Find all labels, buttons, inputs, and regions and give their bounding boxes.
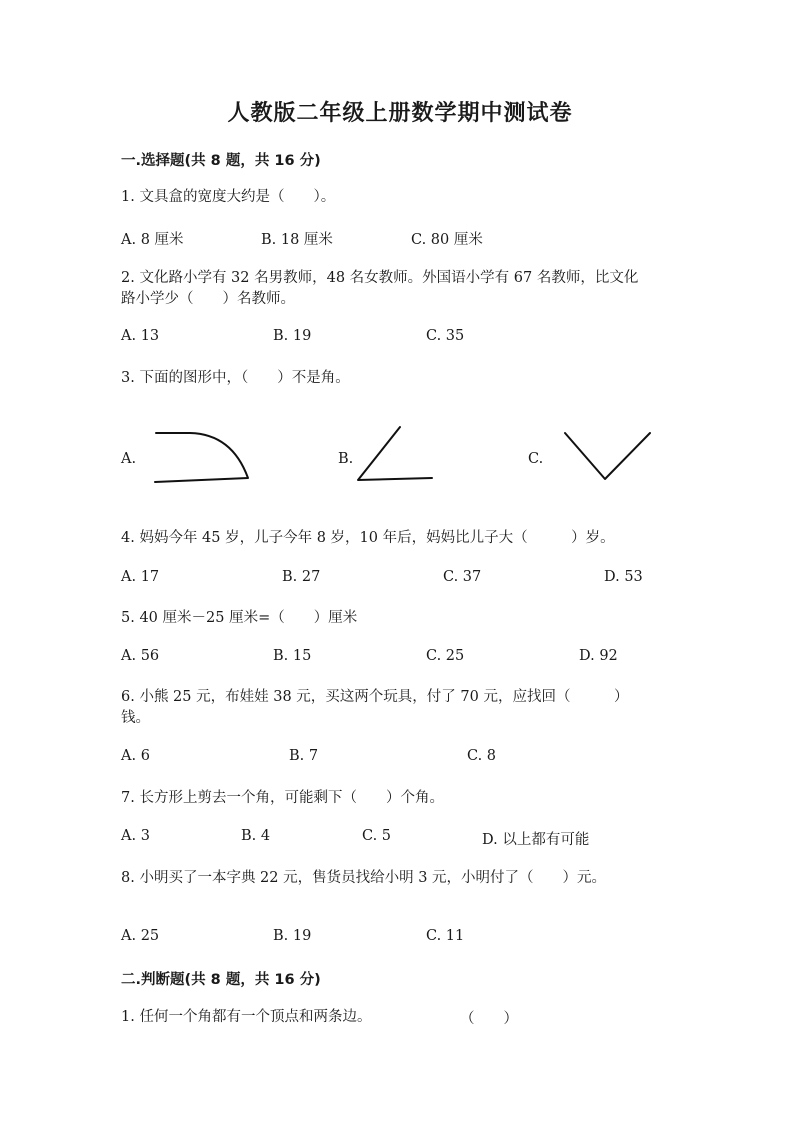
q1-option-b: B. 18 厘米 <box>261 232 333 248</box>
q4-option-d: D. 53 <box>604 569 643 585</box>
q7-option-d: D. 以上都有可能 <box>482 832 590 848</box>
question-3: 3. 下面的图形中，（ ）不是角。 <box>121 370 350 386</box>
q3-figure-a-quarter-shape <box>150 428 254 486</box>
question-8: 8. 小明买了一本字典 22 元，售货员找给小明 3 元，小明付了（ ）元。 <box>121 870 607 886</box>
q5-option-c: C. 25 <box>426 648 465 664</box>
q1-option-c: C. 80 厘米 <box>411 232 483 248</box>
q3-figure-b-angle <box>352 423 438 485</box>
q5-option-a: A. 56 <box>121 648 160 664</box>
q6-option-a: A. 6 <box>121 748 150 764</box>
question-5: 5. 40 厘米－25 厘米=（ ）厘米 <box>121 610 358 626</box>
q2-option-c: C. 35 <box>426 328 465 344</box>
question-4: 4. 妈妈今年 45 岁，儿子今年 8 岁，10 年后，妈妈比儿子大（ ）岁。 <box>121 530 615 546</box>
question-6-line-2: 钱。 <box>121 710 150 726</box>
q3-option-a: A. <box>121 451 137 467</box>
question-1: 1. 文具盒的宽度大约是（ ）。 <box>121 189 336 205</box>
q7-option-a: A. 3 <box>121 828 150 844</box>
q7-option-c: C. 5 <box>362 828 392 844</box>
question-2-line-1: 2. 文化路小学有 32 名男教师，48 名女教师。外国语小学有 67 名教师，比文化 <box>121 270 639 286</box>
q4-option-b: B. 27 <box>282 569 321 585</box>
q2-option-a: A. 13 <box>121 328 160 344</box>
q8-option-a: A. 25 <box>121 928 160 944</box>
q8-option-c: C. 11 <box>426 928 465 944</box>
judgement-1-answer-blank: （ ） <box>460 1011 518 1027</box>
q7-option-b: B. 4 <box>241 828 271 844</box>
judgement-question-1: 1. 任何一个角都有一个顶点和两条边。 <box>121 1009 372 1025</box>
q8-option-b: B. 19 <box>273 928 312 944</box>
q4-option-c: C. 37 <box>443 569 482 585</box>
q6-option-b: B. 7 <box>289 748 319 764</box>
question-2-line-2: 路小学少（ ）名教师。 <box>121 291 295 307</box>
q4-option-a: A. 17 <box>121 569 160 585</box>
q3-option-c: C. <box>528 451 544 467</box>
question-7: 7. 长方形上剪去一个角，可能剩下（ ）个角。 <box>121 790 444 806</box>
q3-option-b: B. <box>338 451 354 467</box>
q5-option-b: B. 15 <box>273 648 312 664</box>
section-heading-choice: 一.选择题(共 8 题，共 16 分) <box>121 153 321 169</box>
q1-option-a: A. 8 厘米 <box>121 232 184 248</box>
section-heading-judgement: 二.判断题(共 8 题，共 16 分) <box>121 972 321 988</box>
question-6-line-1: 6. 小熊 25 元，布娃娃 38 元，买这两个玩具，付了 70 元，应找回（ ） <box>121 689 629 705</box>
q5-option-d: D. 92 <box>579 648 618 664</box>
q6-option-c: C. 8 <box>467 748 497 764</box>
q2-option-b: B. 19 <box>273 328 312 344</box>
q3-figure-c-angle <box>560 428 656 486</box>
page-title: 人教版二年级上册数学期中测试卷 <box>227 101 573 126</box>
